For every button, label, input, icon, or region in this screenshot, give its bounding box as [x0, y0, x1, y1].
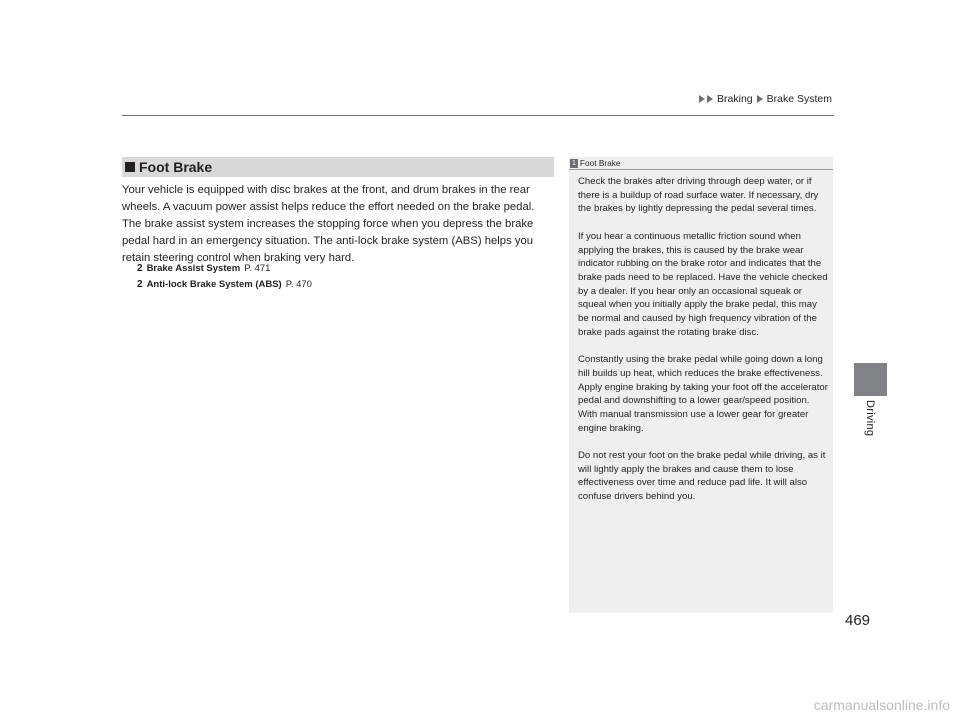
reference-title: Anti-lock Brake System (ABS)	[146, 279, 282, 290]
chapter-label: Driving	[864, 400, 876, 437]
breadcrumb-arrow-icon	[707, 95, 713, 103]
side-note-body	[578, 175, 830, 518]
section-header	[122, 157, 554, 177]
reference-link[interactable]	[137, 277, 312, 293]
reference-arrow-icon: 2	[137, 279, 143, 290]
note-paragraph: Check the brakes after driving through deep water, or if there is a buildup of road surface water. If necessary, dry the brakes by lightly depressing the pedal several times.	[578, 176, 819, 215]
reference-title: Brake Assist System	[146, 263, 241, 274]
breadcrumb	[698, 93, 832, 105]
page-number: 469	[845, 612, 871, 629]
reference-page: P. 470	[285, 279, 312, 290]
side-note-title: Foot Brake	[579, 158, 621, 168]
breadcrumb-item-braking[interactable]: Braking	[717, 93, 753, 105]
reference-list	[137, 261, 312, 293]
side-note	[569, 157, 833, 613]
note-paragraph: If you hear a continuous metallic friction sound when applying the brakes, this is caused by the brake wear indicator rubbing on the brake rotor and indicates that the brake pads need to be replaced. Have the vehicle checked by a dealer. If you hear only an occasional squeak or squeal when you initially apply the brake pedal, this may be normal and caused by high frequency vibration of the brake pads against the rotating brake disc.	[578, 230, 828, 338]
chapter-tab-label	[852, 400, 888, 460]
note-number-badge: 1	[572, 159, 576, 167]
breadcrumb-arrow-icon	[699, 95, 705, 103]
reference-page: P. 471	[244, 263, 271, 274]
note-paragraph: Do not rest your foot on the brake pedal while driving, as it will lightly apply the brakes and cause them to lose effectiveness over time and reduce pad life. It will also confuse drivers behind you.	[578, 450, 826, 503]
section-title: Foot Brake	[139, 159, 213, 175]
section-square-icon	[125, 162, 135, 172]
breadcrumb-item-brake-system[interactable]: Brake System	[766, 93, 832, 105]
header-divider	[122, 115, 834, 116]
reference-arrow-icon: 2	[137, 263, 143, 274]
note-paragraph: Constantly using the brake pedal while going down a long hill builds up heat, which reduces the brake effectiveness. Apply engine braking by taking your foot off the accelerator pedal and downshifting to a lower gear/speed position. With manual transmission use a lower gear for greater engine braking.	[578, 354, 828, 434]
watermark: carmanualsonline.info	[813, 697, 950, 713]
side-note-header	[569, 157, 833, 170]
chapter-tab-marker	[854, 363, 887, 396]
body-paragraph: Your vehicle is equipped with disc brakes at the front, and drum brakes in the rear wheels. A vacuum power assist helps reduce the effort needed on the brake pedal. The brake assist system increases the stopping force when you depress the brake pedal hard in an emergency situation. The anti-lock brake system (ABS) helps you retain steering control when braking very hard.	[122, 184, 535, 264]
reference-link[interactable]	[137, 261, 312, 277]
section-body	[122, 182, 554, 267]
breadcrumb-arrow-icon	[757, 95, 763, 103]
